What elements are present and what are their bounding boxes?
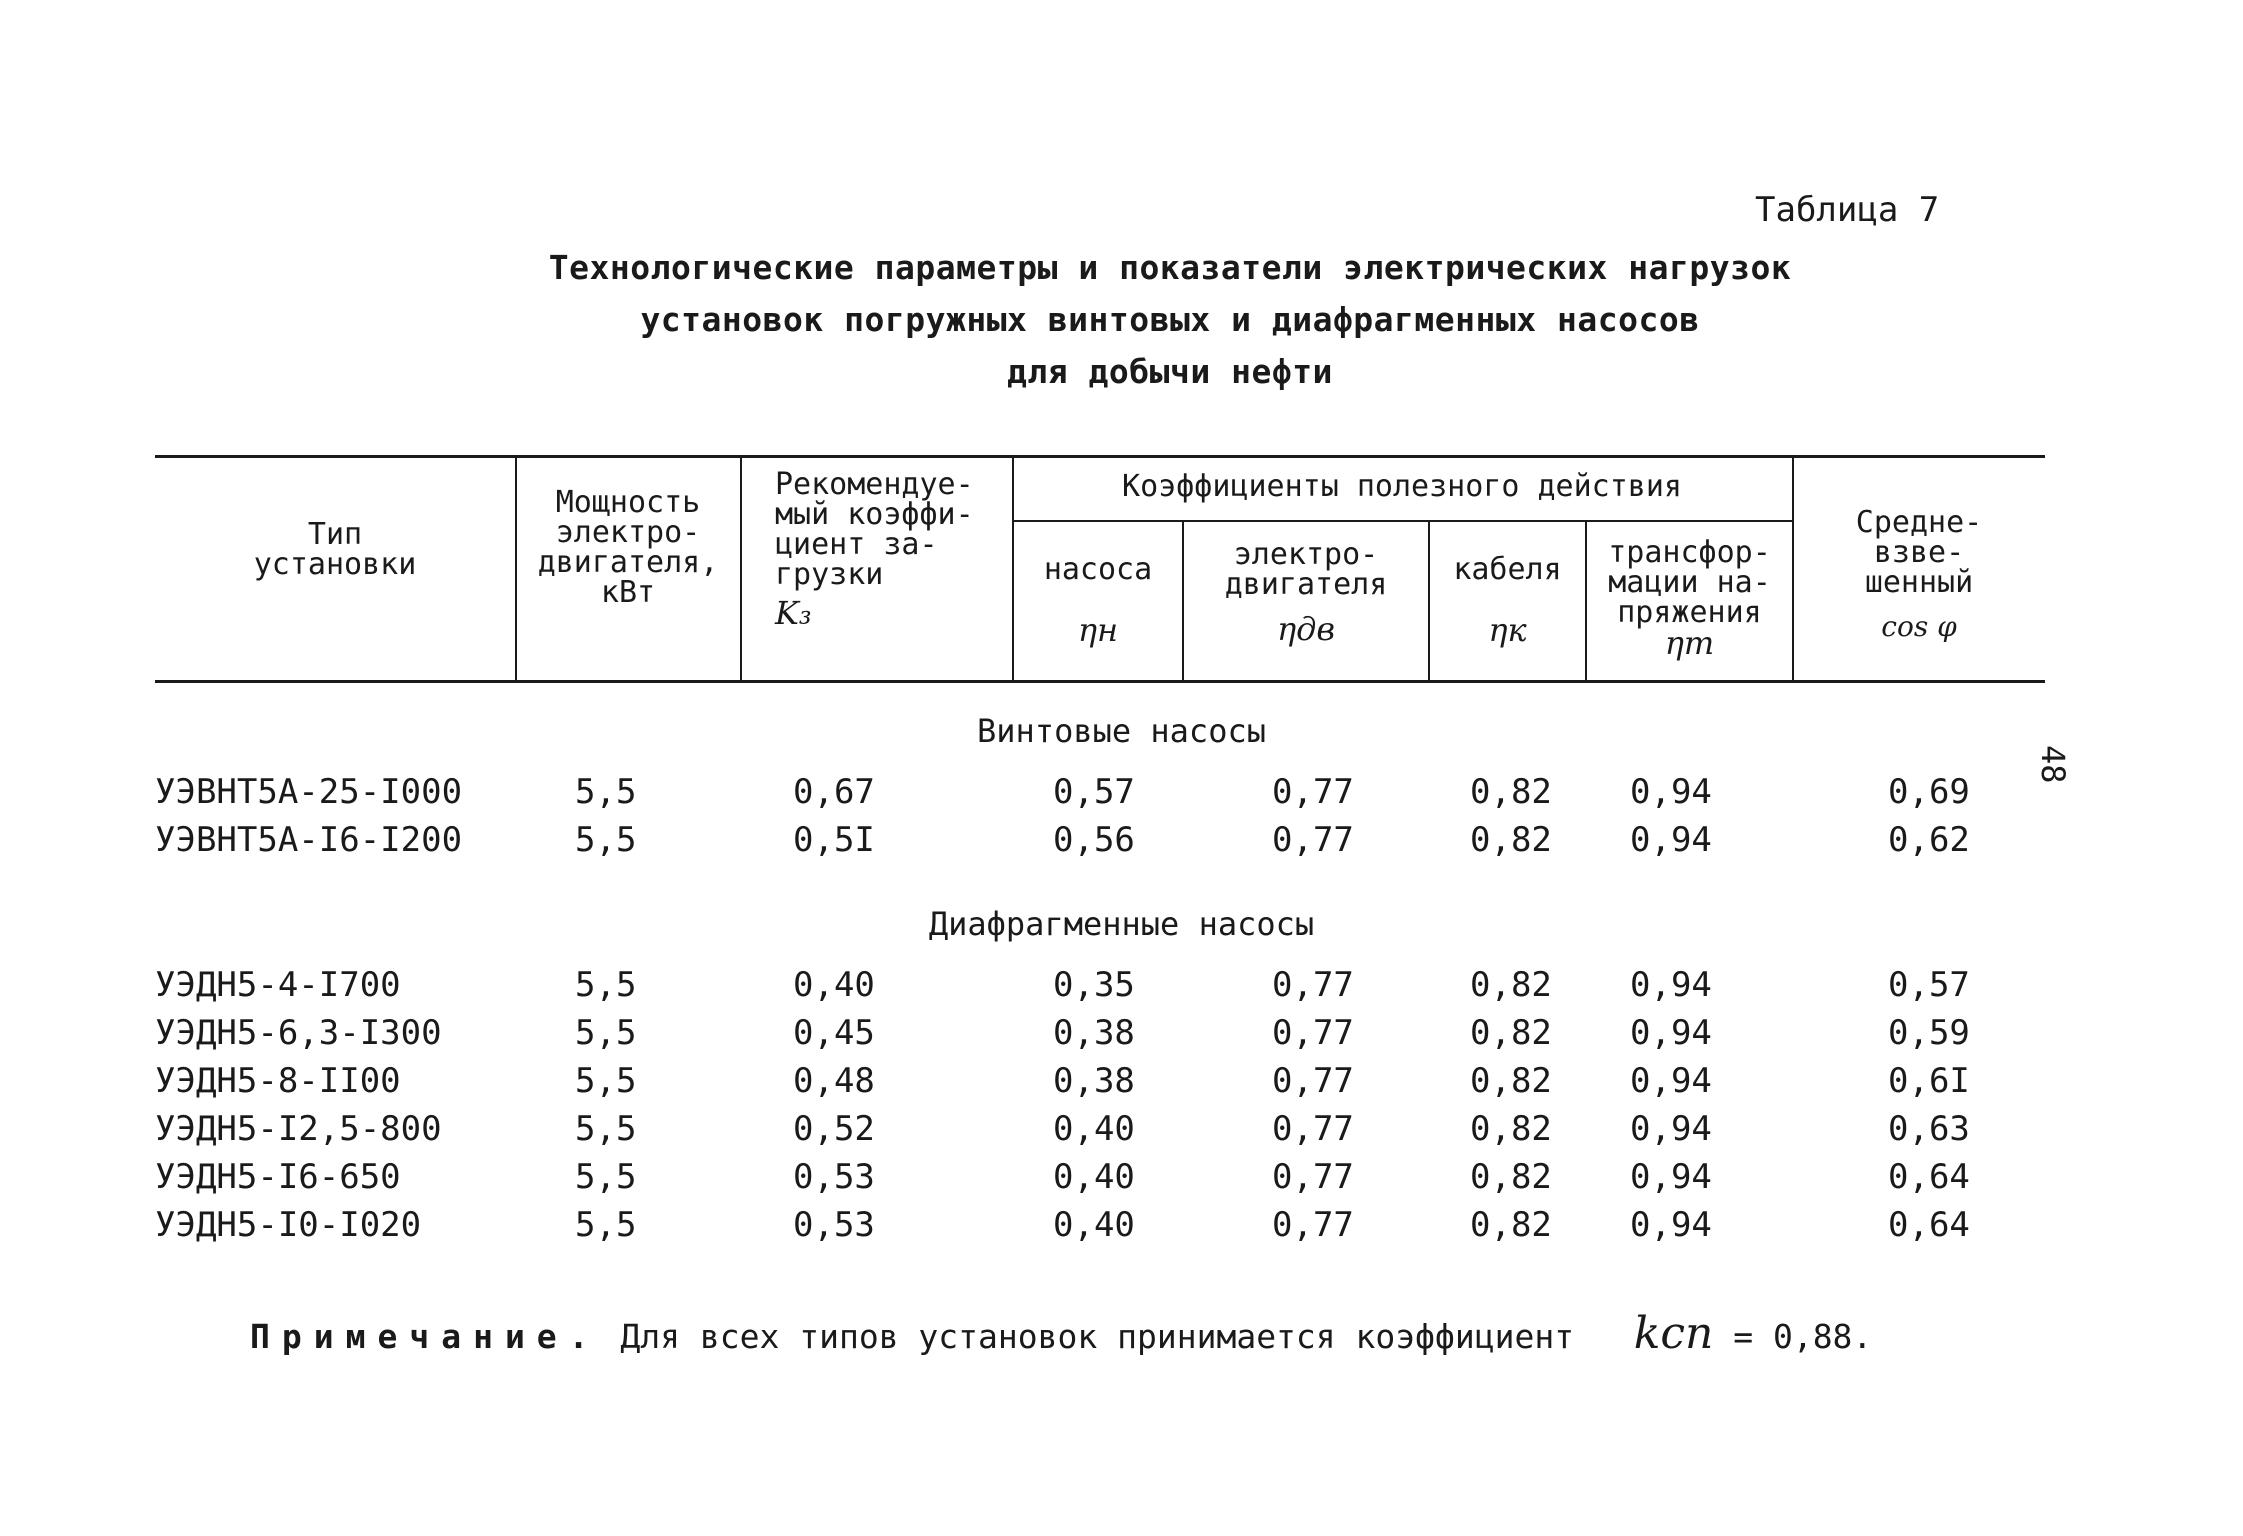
table-note — [250, 1308, 1872, 1359]
cell-cable: 0,82 — [1470, 1013, 1552, 1053]
header-power-line-1: Мощность — [555, 485, 701, 520]
note-value: = 0,88. — [1733, 1317, 1873, 1356]
header-pump-label: насоса — [1043, 552, 1153, 587]
header-transformer-symbol: ηт — [1664, 624, 1715, 662]
header-transformer-line-1: трансфор- — [1608, 535, 1771, 570]
header-load-line-3: циент за- — [775, 527, 938, 562]
header-power-line-3: двигателя, — [537, 545, 719, 580]
cell-cable: 0,82 — [1470, 965, 1552, 1005]
cell-power: 5,5 — [575, 1157, 637, 1197]
header-pump-symbol: ηн — [1077, 611, 1119, 649]
cell-transformer: 0,94 — [1630, 1013, 1712, 1053]
header-load-symbol: K₃ — [775, 594, 812, 632]
cell-motor: 0,77 — [1272, 1013, 1354, 1053]
col-divider-1 — [515, 455, 517, 683]
cell-motor: 0,77 — [1272, 1157, 1354, 1197]
cell-motor: 0,77 — [1272, 1061, 1354, 1101]
cell-weighted: 0,62 — [1888, 820, 1970, 860]
header-load-line-4: грузки — [775, 557, 884, 592]
cell-transformer: 0,94 — [1630, 820, 1712, 860]
cell-type: УЭДН5-I6-650 — [155, 1157, 401, 1197]
header-motor-line-2: двигателя — [1224, 567, 1388, 602]
cell-motor: 0,77 — [1272, 772, 1354, 812]
cell-power: 5,5 — [575, 772, 637, 812]
cell-pump: 0,40 — [1053, 1109, 1135, 1149]
cell-load: 0,45 — [793, 1013, 875, 1053]
cell-weighted: 0,57 — [1888, 965, 1970, 1005]
cell-power: 5,5 — [575, 1061, 637, 1101]
cell-cable: 0,82 — [1470, 1109, 1552, 1149]
cell-cable: 0,82 — [1470, 1157, 1552, 1197]
cell-transformer: 0,94 — [1630, 1205, 1712, 1245]
cell-pump: 0,57 — [1053, 772, 1135, 812]
header-cable — [1430, 552, 1585, 649]
cell-transformer: 0,94 — [1630, 965, 1712, 1005]
table-top-rule — [155, 455, 2045, 458]
header-cable-symbol: ηк — [1488, 611, 1527, 649]
table-title-line-2: установок погружных винтовых и диафрагменных насосов — [640, 300, 1700, 339]
cell-type: УЭДН5-6,3-I300 — [155, 1013, 442, 1053]
header-cable-label: кабеля — [1453, 552, 1562, 587]
cell-type: УЭДН5-I2,5-800 — [155, 1109, 442, 1149]
header-type — [160, 517, 510, 582]
cell-pump: 0,38 — [1053, 1061, 1135, 1101]
page-number: 48 — [2034, 745, 2072, 784]
cell-load: 0,5I — [793, 820, 875, 860]
cell-weighted: 0,63 — [1888, 1109, 1970, 1149]
table-label: Таблица 7 — [1755, 190, 1940, 230]
cell-pump: 0,40 — [1053, 1157, 1135, 1197]
cell-type: УЭДН5-4-I700 — [155, 965, 401, 1005]
cell-cable: 0,82 — [1470, 820, 1552, 860]
cell-pump: 0,35 — [1053, 965, 1135, 1005]
header-transformer — [1587, 535, 1792, 662]
col-divider-7 — [1792, 455, 1794, 683]
cell-load: 0,53 — [793, 1157, 875, 1197]
header-load — [775, 467, 1010, 632]
section-title-diaphragm: Диафрагменные насосы — [928, 905, 1315, 943]
header-power-line-2: электро- — [555, 515, 701, 550]
header-transformer-line-3: пряжения — [1617, 595, 1762, 630]
cell-transformer: 0,94 — [1630, 1109, 1712, 1149]
header-motor-symbol: ηдв — [1276, 610, 1336, 648]
cell-transformer: 0,94 — [1630, 1157, 1712, 1197]
cell-pump: 0,56 — [1053, 820, 1135, 860]
header-efficiency-group: Коэффициенты полезного действия — [1122, 469, 1682, 504]
cell-weighted: 0,64 — [1888, 1205, 1970, 1245]
efficiency-group-rule — [1012, 520, 1792, 522]
header-load-line-2: мый коэффи- — [775, 497, 974, 532]
header-weighted-symbol: cos φ — [1881, 610, 1957, 643]
cell-pump: 0,40 — [1053, 1205, 1135, 1245]
section-title-screw: Винтовые насосы — [977, 712, 1266, 750]
cell-cable: 0,82 — [1470, 772, 1552, 812]
cell-cable: 0,82 — [1470, 1205, 1552, 1245]
header-power — [518, 485, 738, 610]
cell-load: 0,53 — [793, 1205, 875, 1245]
cell-weighted: 0,6I — [1888, 1061, 1970, 1101]
cell-load: 0,40 — [793, 965, 875, 1005]
cell-weighted: 0,69 — [1888, 772, 1970, 812]
header-weighted-line-1: Средне- — [1855, 505, 1983, 540]
header-transformer-line-2: мации на- — [1608, 565, 1771, 600]
cell-load: 0,48 — [793, 1061, 875, 1101]
cell-motor: 0,77 — [1272, 1109, 1354, 1149]
cell-power: 5,5 — [575, 965, 637, 1005]
cell-power: 5,5 — [575, 1109, 637, 1149]
note-symbol: kсп — [1633, 1308, 1714, 1359]
cell-power: 5,5 — [575, 820, 637, 860]
cell-pump: 0,38 — [1053, 1013, 1135, 1053]
header-load-line-1: Рекомендуе- — [775, 467, 974, 502]
cell-motor: 0,77 — [1272, 820, 1354, 860]
cell-load: 0,52 — [793, 1109, 875, 1149]
header-pump — [1014, 552, 1182, 649]
cell-load: 0,67 — [793, 772, 875, 812]
cell-power: 5,5 — [575, 1013, 637, 1053]
header-weighted-line-2: взве- — [1873, 535, 1965, 570]
header-weighted-line-3: шенный — [1864, 565, 1974, 600]
header-bottom-rule — [155, 680, 2045, 683]
note-prefix: Примечание. — [250, 1317, 601, 1356]
cell-type: УЭВНТ5А-I6-I200 — [155, 820, 463, 860]
cell-type: УЭДН5-8-II00 — [155, 1061, 401, 1101]
table-title-line-3: для добычи нефти — [1007, 352, 1333, 391]
header-motor — [1184, 537, 1428, 648]
cell-power: 5,5 — [575, 1205, 637, 1245]
cell-type: УЭДН5-I0-I020 — [155, 1205, 422, 1245]
cell-motor: 0,77 — [1272, 1205, 1354, 1245]
cell-transformer: 0,94 — [1630, 772, 1712, 812]
header-weighted — [1795, 505, 2043, 643]
header-type-text: Тип установки — [253, 517, 417, 582]
cell-cable: 0,82 — [1470, 1061, 1552, 1101]
col-divider-2 — [740, 455, 742, 683]
cell-motor: 0,77 — [1272, 965, 1354, 1005]
note-text: Для всех типов установок принимается коэффициент — [620, 1317, 1575, 1356]
header-motor-line-1: электро- — [1233, 537, 1379, 572]
cell-transformer: 0,94 — [1630, 1061, 1712, 1101]
table-title-line-1: Технологические параметры и показатели электрических нагрузок — [548, 248, 1792, 287]
cell-weighted: 0,64 — [1888, 1157, 1970, 1197]
cell-type: УЭВНТ5А-25-I000 — [155, 772, 463, 812]
header-power-line-4: кВт — [600, 575, 656, 610]
cell-weighted: 0,59 — [1888, 1013, 1970, 1053]
